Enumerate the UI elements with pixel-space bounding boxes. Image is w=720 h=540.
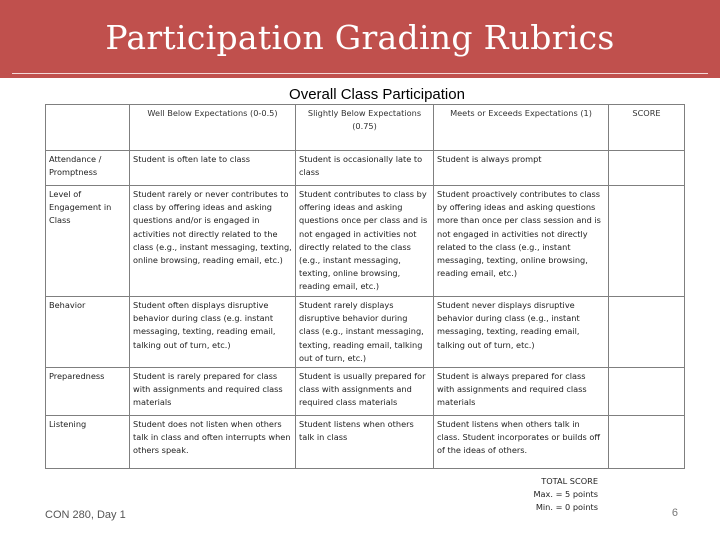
cell-score (609, 151, 685, 186)
cell-score (609, 186, 685, 297)
cell-well-below: Student is often late to class (130, 151, 296, 186)
course-label: CON 280, Day 1 (45, 509, 126, 521)
cell-slightly-below: Student rarely displays disruptive behavior during class (e.g., instant messaging, texting, reading email, talking out of turn, etc.) (296, 297, 434, 368)
cell-slightly-below: Student listens when others talk in class (296, 416, 434, 469)
table-row (46, 297, 685, 368)
table-row (46, 151, 685, 186)
header-meets: Meets or Exceeds Expectations (1) (434, 105, 609, 151)
cell-slightly-below: Student is usually prepared for class with assignments and required class materials (296, 368, 434, 416)
row-category: Attendance / Promptness (46, 151, 130, 186)
row-category: Level of Engagement in Class (46, 186, 130, 297)
cell-score (609, 297, 685, 368)
cell-slightly-below: Student is occasionally late to class (296, 151, 434, 186)
total-score-label: TOTAL SCORE (541, 476, 598, 486)
cell-slightly-below: Student contributes to class by offering ideas and asking questions once per class and is not engaged in activities not directly related to the class (e.g., instant messaging, texting, online browsing, reading email, etc.) (296, 186, 434, 297)
banner-divider (12, 73, 708, 74)
cell-well-below: Student does not listen when others talk in class and often interrupts when others speak. (130, 416, 296, 469)
table-row (46, 368, 685, 416)
header-row (46, 105, 685, 151)
table-row (46, 416, 685, 469)
cell-score (609, 416, 685, 469)
table-row (46, 186, 685, 297)
header-score: SCORE (609, 105, 685, 151)
cell-well-below: Student rarely or never contributes to class by offering ideas and asking questions and/or is engaged in activities not directly related to the class (e.g., instant messaging, texting, online browsing, reading email, etc.) (130, 186, 296, 297)
cell-meets: Student is always prompt (434, 151, 609, 186)
cell-meets: Student proactively contributes to class by offering ideas and asking questions more than once per class session and is not engaged in activities not directly related to the class (e.g., instant messaging, texting, online browsing, reading email, etc.) (434, 186, 609, 297)
row-category: Preparedness (46, 368, 130, 416)
page-number: 6 (671, 507, 678, 519)
rubric-table (45, 104, 685, 469)
cell-meets: Student never displays disruptive behavior during class (e.g., instant messaging, texting, reading email, talking out of turn, etc.) (434, 297, 609, 368)
cell-score (609, 368, 685, 416)
cell-well-below: Student is rarely prepared for class with assignments and required class materials (130, 368, 296, 416)
total-score-min: Min. = 0 points (535, 502, 598, 512)
cell-meets: Student is always prepared for class with assignments and required class materials (434, 368, 609, 416)
total-score-block (500, 475, 598, 514)
cell-meets: Student listens when others talk in class. Student incorporates or builds off of the ideas of others. (434, 416, 609, 469)
table-subtitle: Overall Class Participation (289, 86, 465, 103)
header-well-below: Well Below Expectations (0-0.5) (130, 105, 296, 151)
page-title: Participation Grading Rubrics (105, 18, 615, 57)
header-slightly-below: Slightly Below Expectations (0.75) (296, 105, 434, 151)
cell-well-below: Student often displays disruptive behavior during class (e.g. instant messaging, texting, reading email, talking out of turn, etc.) (130, 297, 296, 368)
row-category: Behavior (46, 297, 130, 368)
header-category (46, 105, 130, 151)
total-score-max: Max. = 5 points (533, 489, 598, 499)
row-category: Listening (46, 416, 130, 469)
